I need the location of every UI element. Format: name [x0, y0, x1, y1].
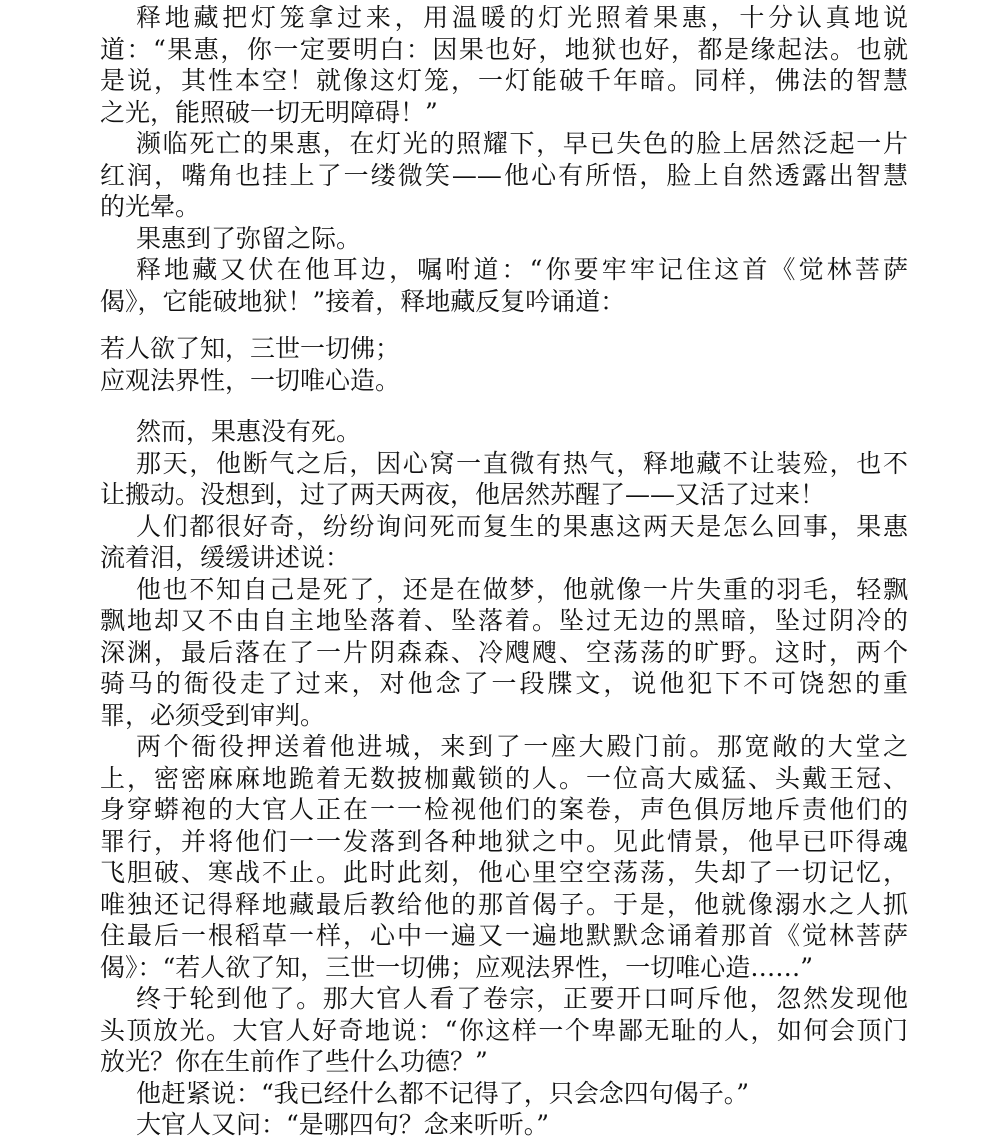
text-line: 偈》，它能破地狱！”接着，释地藏反复吟诵道： [100, 286, 626, 316]
text-line: 住最后一根稻草一样，心中一遍又一遍地默默念诵着那首《觉林菩萨 [100, 921, 908, 950]
text-line: 红润，嘴角也挂上了一缕微笑——他心有所悟，脸上自然透露出智慧 [100, 160, 908, 190]
text-line: 两个衙役押送着他进城，来到了一座大殿门前。那宽敞的大堂之 [136, 732, 908, 761]
text-line: 释地藏把灯笼拿过来，用温暖的灯光照着果惠，十分认真地说 [136, 3, 908, 32]
text-line: 飘地却又不由自主地坠落着、坠落着。坠过无边的黑暗，坠过阴冷的 [100, 606, 908, 635]
text-line: 终于轮到他了。那大官人看了卷宗，正要开口呵斥他，忽然发现他 [136, 984, 908, 1013]
text-line: 头顶放光。大官人好奇地说：“你这样一个卑鄙无耻的人，如何会顶门 [100, 1015, 908, 1045]
text-line: 流着泪，缓缓讲述说： [100, 543, 351, 572]
text-line: 偈》：“若人欲了知，三世一切佛；应观法界性，一切唯心造……” [100, 952, 814, 982]
text-line: 之光，能照破一切无明障碍！” [100, 97, 438, 127]
text-line: 罪行，并将他们一一发落到各种地狱之中。见此情景，他早已吓得魂 [100, 826, 908, 856]
text-line: 释地藏又伏在他耳边，嘱咐道：“你要牢牢记住这首《觉林菩萨 [136, 255, 908, 284]
text-line: 人们都很好奇，纷纷询问死而复生的果惠这两天是怎么回事，果惠 [136, 511, 908, 541]
text-line: 深渊，最后落在了一片阴森森、冷飕飕、空荡荡的旷野。这时，两个 [100, 637, 908, 667]
verse-line: 若人欲了知，三世一切佛； [100, 334, 401, 363]
text-line: 上，密密麻麻地跪着无数披枷戴锁的人。一位高大威猛、头戴王冠、 [100, 763, 908, 793]
text-line: 他也不知自己是死了，还是在做梦，他就像一片失重的羽毛，轻飘 [136, 574, 908, 604]
text-line: 大官人又问：“是哪四句？念来听听。” [136, 1110, 550, 1139]
text-line: 唯独还记得释地藏最后教给他的那首偈子。于是，他就像溺水之人抓 [100, 889, 908, 919]
text-line: 让搬动。没想到，过了两天两夜，他居然苏醒了——又活了过来！ [100, 480, 826, 509]
text-line: 放光？你在生前作了些什么功德？” [100, 1047, 488, 1076]
text-line: 然而，果惠没有死。 [136, 417, 362, 446]
text-line: 骑马的衙役走了过来，对他念了一段牒文，说他犯下不可饶恕的重 [100, 669, 908, 698]
text-line: 身穿蟒袍的大官人正在一一检视他们的案卷，声色俱厉地斥责他们的 [100, 795, 908, 824]
text-line: 的光晕。 [100, 192, 201, 221]
text-line: 果惠到了弥留之际。 [136, 223, 362, 253]
verse-line: 应观法界性，一切唯心造。 [100, 365, 401, 395]
text-line: 是说，其性本空！就像这灯笼，一灯能破千年暗。同样，佛法的智慧 [100, 66, 908, 95]
text-line: 飞胆破、寒战不止。此时此刻，他心里空空荡荡，失却了一切记忆， [100, 858, 908, 887]
text-line: 那天，他断气之后，因心窝一直微有热气，释地藏不让装殓，也不 [136, 448, 908, 478]
text-line: 濒临死亡的果惠，在灯光的照耀下，早已失色的脸上居然泛起一片 [136, 129, 908, 158]
text-line: 他赶紧说：“我已经什么都不记得了，只会念四句偈子。” [136, 1078, 750, 1108]
text-line: 道：“果惠，你一定要明白：因果也好，地狱也好，都是缘起法。也就 [100, 34, 908, 64]
text-line: 罪，必须受到审判。 [100, 700, 326, 730]
